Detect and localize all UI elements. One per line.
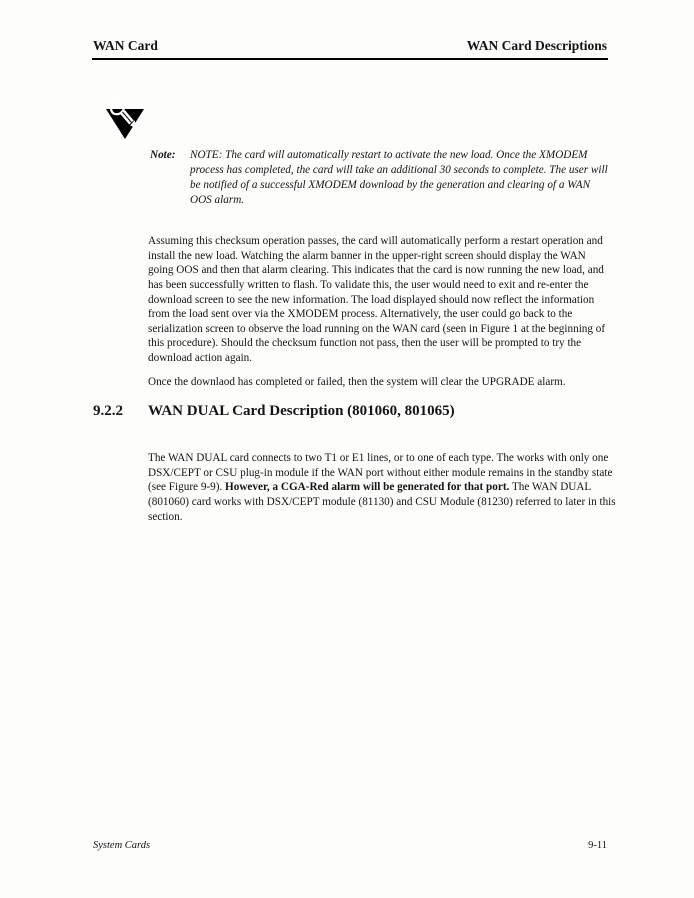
section-number: 9.2.2	[93, 403, 123, 419]
section-body-bold-warning: However, a CGA-Red alarm will be generated for that port.	[225, 481, 510, 494]
section-body-paragraph	[148, 451, 618, 524]
header-right-title: WAN Card Descriptions	[466, 38, 607, 53]
note-pencil-icon	[103, 99, 147, 143]
section-body-text-end: The WAN DUAL (801060) card works with DSX/CEPT module (81130) and CSU Module (81230) referred to later in this section.	[148, 481, 616, 523]
page-header	[93, 38, 607, 54]
section-body-text-start: The WAN DUAL card connects to two T1 or E1 lines, or to one of each type. The works with only one DSX/CEPT or CSU plug-in module if the WAN port without either module remains in the standby state (see Figure 9-9).	[148, 452, 613, 494]
body-paragraph-2: Once the downlaod has completed or failed, then the system will clear the UPGRADE alarm.	[148, 376, 566, 389]
section-title: WAN DUAL Card Description (801060, 801065)	[148, 403, 455, 419]
note-text: NOTE: The card will automatically restart to activate the new load. Once the XMODEM process has completed, the card will take an additional 30 seconds to complete. The user will be notified of a successful XMODEM download by the generation and clearing of a WAN OOS alarm.	[190, 149, 608, 206]
footer-page-number: 9-11	[588, 840, 607, 851]
header-left-title: WAN Card	[93, 38, 158, 53]
body-paragraph-1: Assuming this checksum operation passes, the card will automatically perform a restart operation and install the new load. Watching the alarm banner in the upper-right screen should display the WAN going OOS and then that alarm clearing. This indicates that the card is now running the new load, and has been successfully written to flash. To validate this, the user would need to exit and re-enter the download screen to see the new information. The load displayed should now reflect the information from the load sent over via the XMODEM process. Alternatively, the user could go back to the serialization screen to observe the load running on the WAN card (seen in Figure 1 at the beginning of this procedure). Should the checksum function not pass, then the user will be prompted to try the download action again.	[148, 235, 606, 364]
section-heading	[93, 403, 455, 420]
header-rule	[92, 58, 608, 60]
page-footer	[93, 840, 607, 851]
note-block	[150, 148, 616, 208]
footer-document-title: System Cards	[93, 840, 151, 851]
note-label: Note:	[150, 149, 176, 161]
